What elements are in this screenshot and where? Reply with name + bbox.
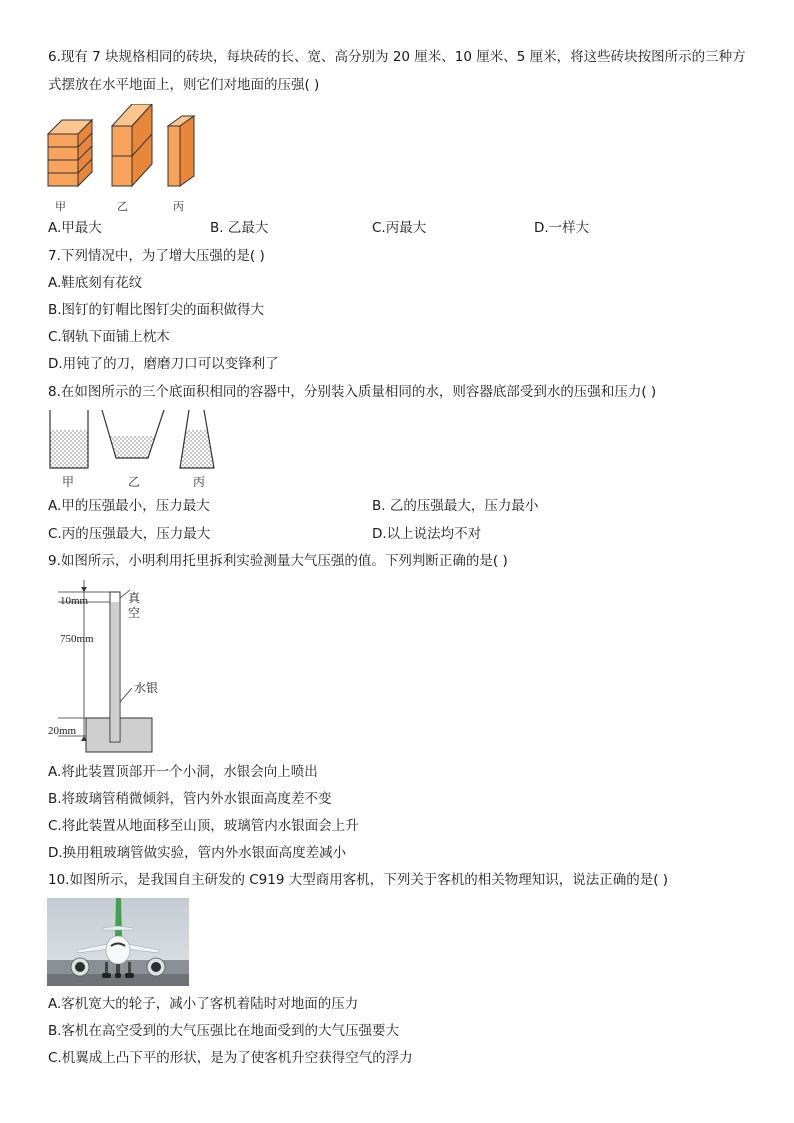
q6-label-jia: 甲 <box>55 200 66 213</box>
q6-option-c: C.丙最大 <box>372 220 427 236</box>
q8-option-b: B. 乙的压强最大，压力最小 <box>372 498 539 514</box>
q9-torricelli-figure <box>44 578 164 756</box>
q9-option-c: C.将此装置从地面移至山顶，玻璃管内水银面会上升 <box>48 818 359 834</box>
q6-option-d: D.一样大 <box>534 220 590 236</box>
q8-option-c: C.丙的压强最大，压力最大 <box>48 526 211 542</box>
q10-option-a: A.客机宽大的轮子，减小了客机着陆时对地面的压力 <box>48 996 359 1012</box>
q7-option-d: D.用钝了的刀，磨磨刀口可以变锋利了 <box>48 356 279 372</box>
q6-option-b: B. 乙最大 <box>210 220 269 236</box>
q8-container-figure <box>44 406 224 474</box>
q10-option-b: B.客机在高空受到的大气压强比在地面受到的大气压强要大 <box>48 1023 400 1039</box>
q10-c919-photo <box>47 898 189 986</box>
brick-single-bing <box>168 116 194 186</box>
q6-stem-line2: 式摆放在水平地面上，则它们对地面的压强( ) <box>48 77 320 93</box>
brick-stack-jia <box>48 120 92 186</box>
container-bing <box>180 410 214 468</box>
q9-option-b: B.将玻璃管稍微倾斜，管内外水银面高度差不变 <box>48 791 332 807</box>
mercury-column <box>111 602 119 741</box>
q10-stem: 10.如图所示，是我国自主研发的 C919 大型商用客机，下列关于客机的相关物理知识，说法正确的是( ) <box>48 872 669 888</box>
q9-option-a: A.将此装置顶部开一个小洞，水银会向上喷出 <box>48 764 318 780</box>
q8-label-jia: 甲 <box>62 475 75 489</box>
q9-label-vacuum-2: 空 <box>128 606 141 620</box>
q7-option-c: C.钢轨下面铺上枕木 <box>48 329 170 345</box>
q10-option-c: C.机翼成上凸下平的形状，是为了使客机升空获得空气的浮力 <box>48 1050 413 1066</box>
q7-stem: 7.下列情况中，为了增大压强的是( ) <box>48 248 265 264</box>
container-jia <box>50 410 88 468</box>
q9-option-d: D.换用粗玻璃管做实验，管内外水银面高度差减小 <box>48 845 347 861</box>
q8-option-a: A.甲的压强最小，压力最大 <box>48 498 210 514</box>
q6-option-a: A.甲最大 <box>48 220 102 236</box>
q6-label-yi: 乙 <box>117 200 128 213</box>
q9-label-20mm: 20mm <box>48 725 77 737</box>
q9-label-750mm: 750mm <box>60 633 94 645</box>
q8-label-bing: 丙 <box>193 475 206 489</box>
q9-label-vacuum-1: 真 <box>128 591 141 605</box>
q9-label-10mm: 10mm <box>60 595 89 607</box>
q9-stem: 9.如图所示，小明利用托里拆利实验测量大气压强的值。下列判断正确的是( ) <box>48 553 508 569</box>
q7-option-b: B.图钉的钉帽比图钉尖的面积做得大 <box>48 302 265 318</box>
q8-label-yi: 乙 <box>128 475 141 489</box>
q7-option-a: A.鞋底刻有花纹 <box>48 275 143 291</box>
q8-stem: 8.在如图所示的三个底面积相同的容器中，分别装入质量相同的水，则容器底部受到水的压强和压力( ) <box>48 384 657 400</box>
q8-option-d: D.以上说法均不对 <box>372 526 482 542</box>
brick-stack-yi <box>112 104 152 186</box>
q6-label-bing: 丙 <box>173 200 184 213</box>
q6-stem-line1: 6.现有 7 块规格相同的砖块，每块砖的长、宽、高分别为 20 厘米、10 厘米、5 厘米，将这些砖块按图所示的三种方 <box>48 49 746 65</box>
q9-label-mercury: 水银 <box>134 681 159 695</box>
container-yi <box>102 410 164 458</box>
